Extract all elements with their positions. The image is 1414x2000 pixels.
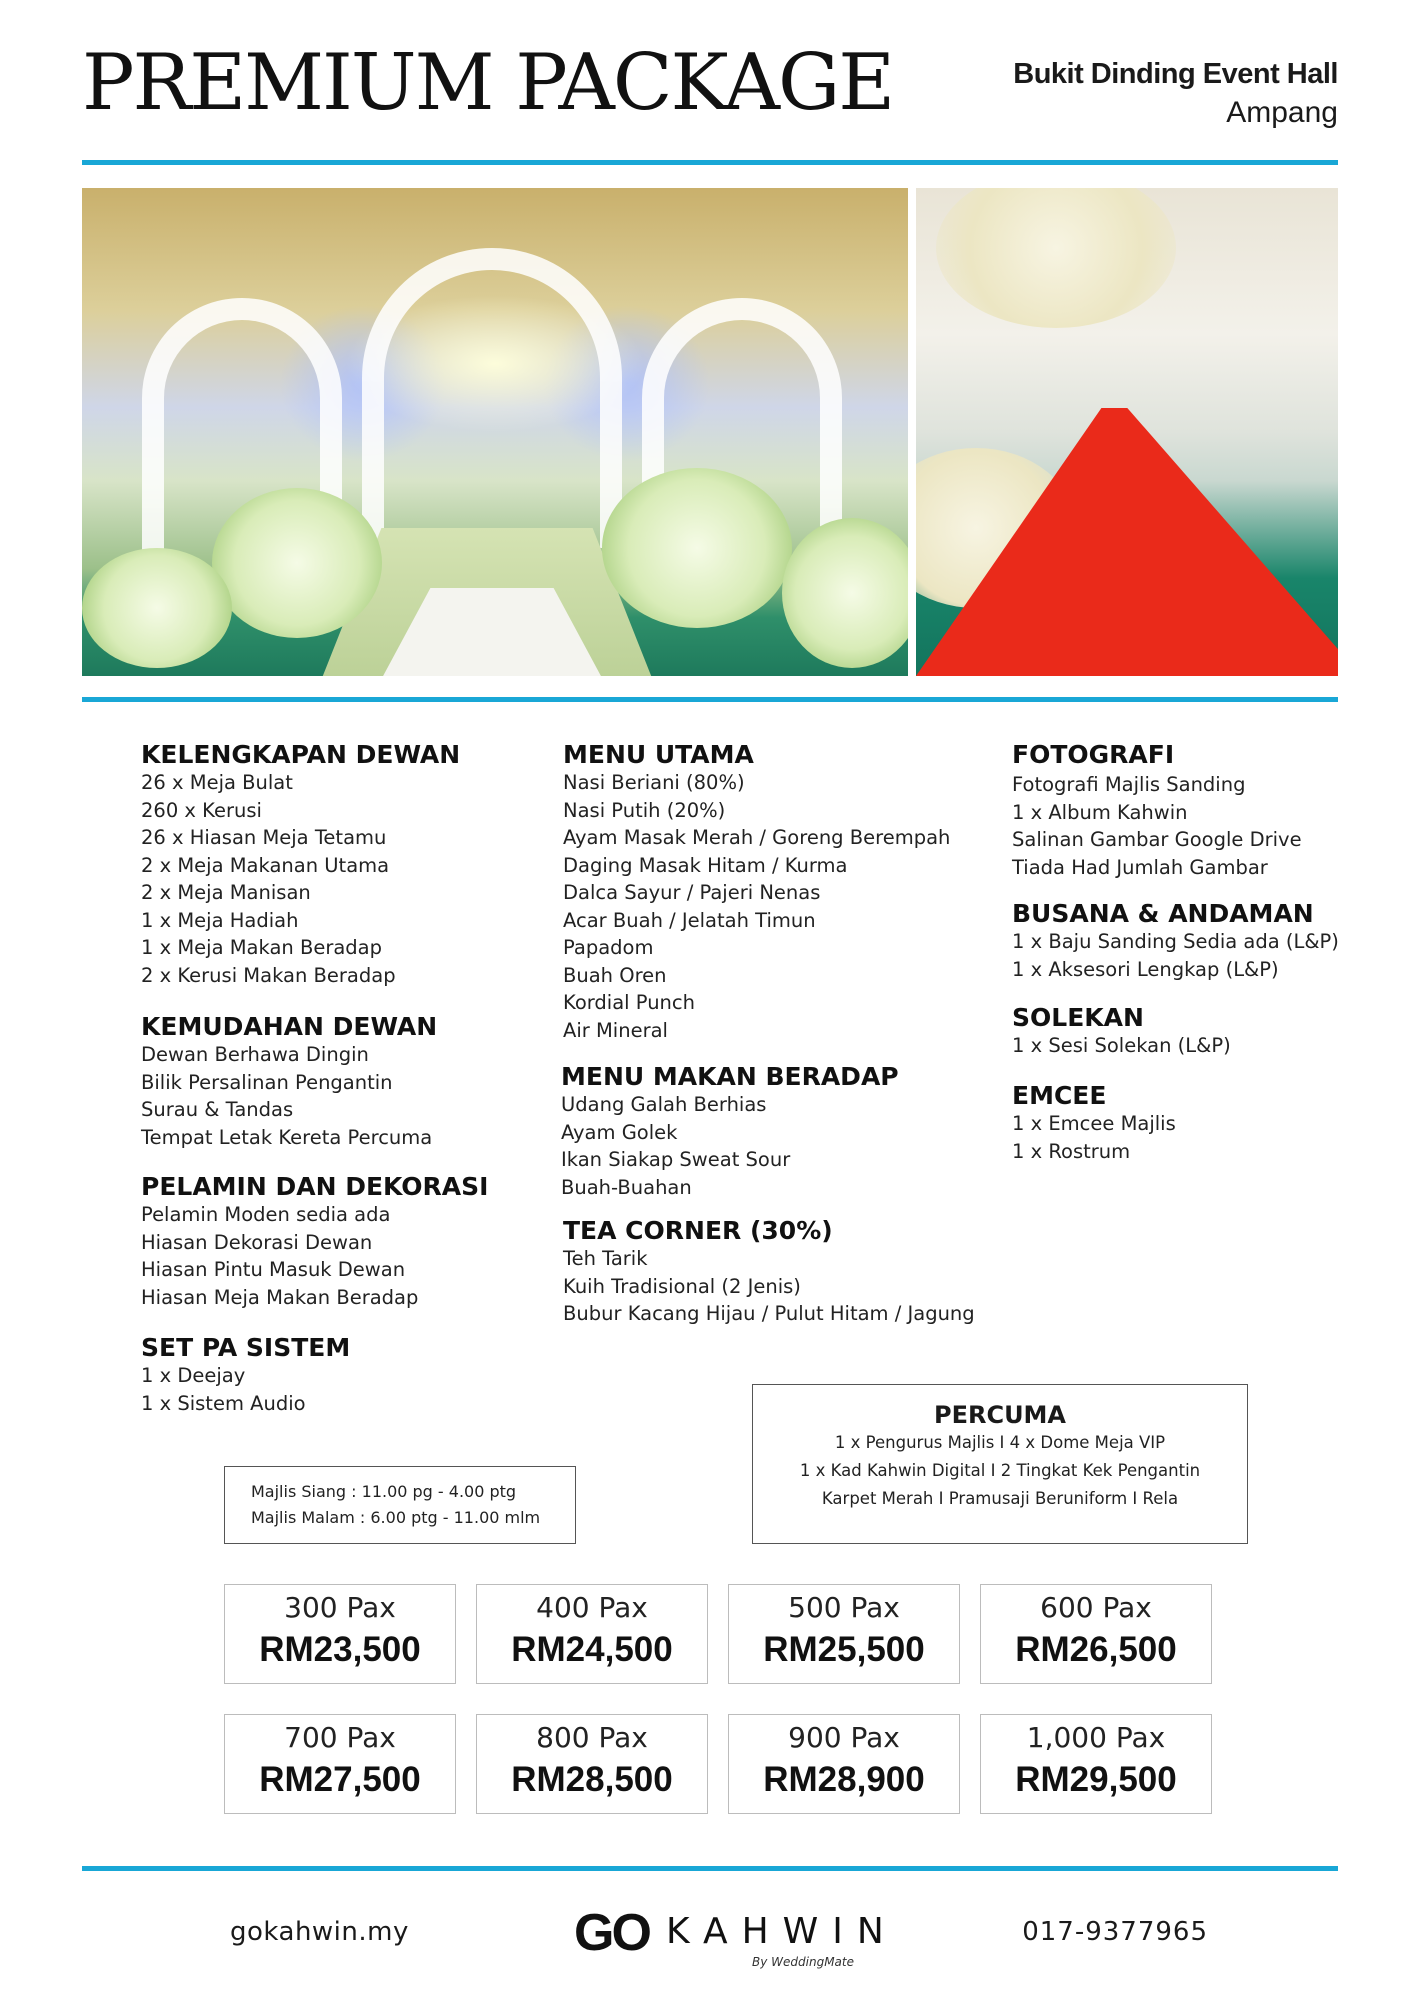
list-item: Udang Galah Berhias bbox=[561, 1093, 767, 1116]
mid-divider bbox=[82, 697, 1338, 702]
footer-website[interactable]: gokahwin.my bbox=[230, 1917, 409, 1947]
price-card bbox=[728, 1584, 960, 1684]
list-item: 1 x Meja Makan Beradap bbox=[141, 936, 383, 959]
list-item: 2 x Meja Makanan Utama bbox=[141, 853, 390, 877]
list-item: 1 x Album Kahwin bbox=[1012, 800, 1188, 824]
list-item: Nasi Putih (20%) bbox=[563, 798, 726, 822]
price-card bbox=[980, 1714, 1212, 1814]
list-item: 2 x Meja Manisan bbox=[141, 881, 311, 904]
list-item: Ayam Masak Merah / Goreng Berempah bbox=[563, 826, 951, 849]
venue-location: Ampang bbox=[1226, 96, 1338, 129]
list-item: Papadom bbox=[563, 936, 654, 959]
schedule-siang: Majlis Siang : 11.00 pg - 4.00 ptg bbox=[251, 1482, 517, 1501]
price-card bbox=[728, 1714, 960, 1814]
list-kemudahan-dewan bbox=[141, 1041, 432, 1151]
stage-photo bbox=[82, 188, 908, 676]
section-title-menu-makan-beradap: MENU MAKAN BERADAP bbox=[561, 1062, 899, 1091]
list-item: 1 x Deejay bbox=[141, 1364, 246, 1387]
price-amount: RM28,900 bbox=[763, 1760, 925, 1799]
percuma-line: 1 x Kad Kahwin Digital I 2 Tingkat Kek Pengantin bbox=[799, 1461, 1201, 1480]
percuma-line: 1 x Pengurus Majlis I 4 x Dome Meja VIP bbox=[834, 1433, 1166, 1452]
schedule-malam: Majlis Malam : 6.00 ptg - 11.00 mlm bbox=[251, 1508, 541, 1527]
list-item: Dewan Berhawa Dingin bbox=[141, 1043, 369, 1066]
logo-go: GO bbox=[574, 1904, 649, 1962]
price-pax: 1,000 Pax bbox=[1026, 1721, 1166, 1754]
section-title-solekan: SOLEKAN bbox=[1012, 1003, 1144, 1032]
price-card bbox=[224, 1584, 456, 1684]
list-item: 1 x Meja Hadiah bbox=[141, 908, 299, 932]
section-title-menu-utama: MENU UTAMA bbox=[563, 740, 754, 769]
list-item: Ayam Golek bbox=[561, 1120, 678, 1144]
list-item: Bilik Persalinan Pengantin bbox=[141, 1070, 393, 1094]
list-tea-corner bbox=[563, 1245, 975, 1328]
list-fotografi bbox=[1012, 771, 1302, 881]
footer-phone[interactable]: 017-9377965 bbox=[1022, 1917, 1208, 1947]
price-pax: 600 Pax bbox=[1040, 1591, 1152, 1624]
list-item: 1 x Aksesori Lengkap (L&P) bbox=[1012, 957, 1279, 981]
list-item: Buah Oren bbox=[563, 963, 667, 987]
price-card bbox=[980, 1584, 1212, 1684]
percuma-title: PERCUMA bbox=[933, 1401, 1067, 1429]
list-menu-makan-beradap bbox=[561, 1091, 790, 1201]
venue-name: Bukit Dinding Event Hall bbox=[1013, 58, 1338, 90]
list-item: Ikan Siakap Sweat Sour bbox=[561, 1148, 791, 1171]
list-item: 1 x Emcee Majlis bbox=[1012, 1112, 1176, 1135]
section-title-tea-corner: TEA CORNER (30%) bbox=[563, 1216, 833, 1245]
list-item: 1 x Rostrum bbox=[1012, 1139, 1131, 1163]
price-amount: RM24,500 bbox=[511, 1630, 673, 1669]
list-item: Teh Tarik bbox=[563, 1247, 648, 1270]
price-card bbox=[224, 1714, 456, 1814]
price-pax: 800 Pax bbox=[536, 1721, 648, 1754]
aisle-photo bbox=[916, 188, 1338, 676]
list-item: 260 x Kerusi bbox=[141, 798, 262, 822]
section-title-busana-andaman: BUSANA & ANDAMAN bbox=[1012, 899, 1314, 928]
page-title: PREMIUM PACKAGE bbox=[82, 38, 894, 128]
list-item: 2 x Kerusi Makan Beradap bbox=[141, 963, 396, 987]
schedule-box bbox=[224, 1466, 576, 1544]
price-pax: 400 Pax bbox=[536, 1591, 648, 1624]
list-item: Fotografi Majlis Sanding bbox=[1012, 773, 1246, 796]
logo-kahwin: KAHWIN bbox=[666, 1911, 898, 1952]
price-amount: RM29,500 bbox=[1015, 1760, 1177, 1799]
list-item: Kuih Tradisional (2 Jenis) bbox=[563, 1274, 801, 1298]
price-card bbox=[476, 1584, 708, 1684]
list-solekan bbox=[1012, 1032, 1231, 1060]
section-title-pelamin-dekorasi: PELAMIN DAN DEKORASI bbox=[141, 1172, 489, 1201]
list-kelengkapan-dewan bbox=[141, 769, 396, 989]
list-emcee bbox=[1012, 1110, 1176, 1165]
list-item: Daging Masak Hitam / Kurma bbox=[563, 853, 848, 877]
price-pax: 500 Pax bbox=[788, 1591, 900, 1624]
bottom-divider bbox=[82, 1866, 1338, 1871]
list-item: Surau & Tandas bbox=[141, 1098, 294, 1121]
list-item: Salinan Gambar Google Drive bbox=[1012, 828, 1302, 851]
top-divider bbox=[82, 160, 1338, 165]
gokahwin-logo bbox=[574, 1903, 898, 1973]
list-item: Hiasan Meja Makan Beradap bbox=[141, 1285, 419, 1309]
list-item: Air Mineral bbox=[563, 1018, 668, 1042]
list-item: Pelamin Moden sedia ada bbox=[141, 1203, 391, 1226]
price-amount: RM26,500 bbox=[1015, 1630, 1177, 1669]
section-title-emcee: EMCEE bbox=[1012, 1081, 1107, 1110]
percuma-box bbox=[752, 1384, 1248, 1544]
price-amount: RM25,500 bbox=[763, 1630, 925, 1669]
list-item: 1 x Baju Sanding Sedia ada (L&P) bbox=[1012, 930, 1339, 953]
list-busana-andaman bbox=[1012, 928, 1339, 983]
section-title-fotografi: FOTOGRAFI bbox=[1012, 740, 1175, 769]
list-item: Tempat Letak Kereta Percuma bbox=[141, 1125, 433, 1149]
list-item: Hiasan Pintu Masuk Dewan bbox=[141, 1258, 406, 1281]
section-title-set-pa-sistem: SET PA SISTEM bbox=[141, 1333, 351, 1362]
price-amount: RM23,500 bbox=[259, 1630, 421, 1669]
pricing-grid bbox=[224, 1584, 1214, 1814]
percuma-line: Karpet Merah I Pramusaji Beruniform I Rela bbox=[821, 1489, 1179, 1508]
price-amount: RM27,500 bbox=[259, 1760, 421, 1799]
list-item: 26 x Hiasan Meja Tetamu bbox=[141, 826, 387, 849]
list-item: 1 x Sesi Solekan (L&P) bbox=[1012, 1034, 1231, 1057]
list-item: Buah-Buahan bbox=[561, 1175, 692, 1199]
section-title-kelengkapan-dewan: KELENGKAPAN DEWAN bbox=[141, 740, 461, 769]
list-item: Acar Buah / Jelatah Timun bbox=[563, 908, 816, 932]
list-item: 26 x Meja Bulat bbox=[141, 771, 293, 794]
list-pelamin-dekorasi bbox=[141, 1201, 418, 1311]
list-item: Bubur Kacang Hijau / Pulut Hitam / Jagung bbox=[563, 1302, 975, 1325]
logo-by: By WeddingMate bbox=[752, 1955, 854, 1969]
list-item: Nasi Beriani (80%) bbox=[563, 771, 745, 794]
list-menu-utama bbox=[563, 769, 950, 1044]
price-pax: 700 Pax bbox=[284, 1721, 396, 1754]
list-item: Hiasan Dekorasi Dewan bbox=[141, 1230, 373, 1254]
list-item: Tiada Had Jumlah Gambar bbox=[1012, 855, 1268, 879]
list-item: Kordial Punch bbox=[563, 991, 695, 1014]
price-card bbox=[476, 1714, 708, 1814]
section-title-kemudahan-dewan: KEMUDAHAN DEWAN bbox=[141, 1012, 438, 1041]
list-item: 1 x Sistem Audio bbox=[141, 1391, 306, 1415]
price-pax: 900 Pax bbox=[788, 1721, 900, 1754]
list-set-pa-sistem bbox=[141, 1362, 306, 1417]
list-item: Dalca Sayur / Pajeri Nenas bbox=[563, 881, 821, 904]
price-amount: RM28,500 bbox=[511, 1760, 673, 1799]
price-pax: 300 Pax bbox=[284, 1591, 396, 1624]
